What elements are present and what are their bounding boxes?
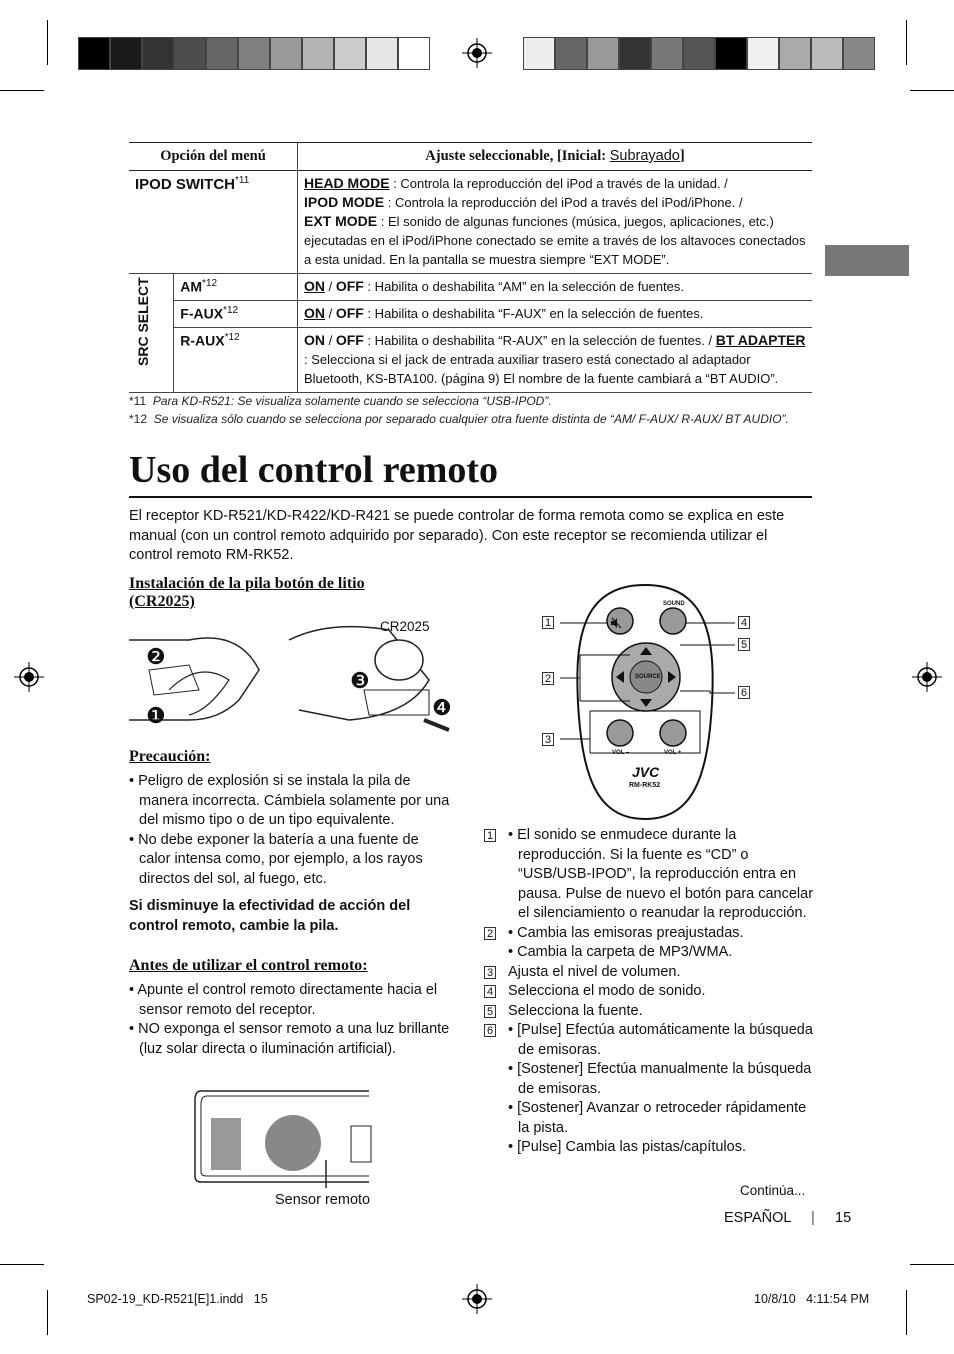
callout-2: 2: [542, 672, 554, 685]
registration-mark-icon: [462, 1284, 492, 1314]
src-select-label: SRC SELECT: [135, 277, 151, 366]
step-4-icon: ❹: [432, 695, 452, 720]
list-item: 5 Selecciona la fuente.: [484, 1002, 814, 1022]
color-swatch: [334, 37, 366, 70]
list-item: 4 Selecciona el modo de sonido.: [484, 982, 814, 1002]
color-swatch: [78, 37, 110, 70]
remote-model-label: RM-RK52: [629, 782, 661, 789]
color-swatch: [683, 37, 715, 70]
list-item: • No debe exponer la batería a una fuente de calor intensa como, por ejemplo, a los rayos directos del sol, al fuego, etc.: [129, 831, 423, 887]
precaution-list: [129, 772, 454, 889]
crop-mark: [0, 90, 44, 91]
footnote-11: *11 Para KD-R521: Se visualiza solamente cuando se selecciona “USB-IPOD”.: [129, 394, 552, 408]
color-swatch: [811, 37, 843, 70]
slug-filename: SP02-19_KD-R521[E]1.indd 15: [87, 1292, 268, 1306]
registration-mark-icon: [14, 662, 44, 692]
receiver-sensor-illustration: [193, 1088, 373, 1188]
continued-label: Continúa...: [740, 1183, 806, 1198]
color-swatch: [587, 37, 619, 70]
color-swatch: [555, 37, 587, 70]
color-swatch: [651, 37, 683, 70]
color-swatch: [174, 37, 206, 70]
menu-settings-table: [129, 142, 812, 393]
table-row-ipod-switch: IPOD SWITCH$^{*11}$ HEAD MODE : Controla la reproducción del iPod a través de la unidad. / IPOD MODE : Controla la reproducción del iPod a través del iPod/iPhone. / EXT MODE : El sonido de algunas funciones (música, juegos, aplicaciones, etc.) ejecutadas en el iPod/iPhone conectado se emite a través de los altavoces conectados a esta unidad. En la pantalla se muestra siempre “EXT MODE”.: [129, 171, 812, 274]
color-swatch: [715, 37, 747, 70]
footnote-12: *12 Se visualiza sólo cuando se selecciona por separado cualquier otra fuente distinta de “AM/ F-AUX/ R-AUX/ BT AUDIO”.: [129, 412, 789, 426]
crop-mark: [910, 90, 954, 91]
crop-mark: [47, 1290, 48, 1335]
color-swatch: [747, 37, 779, 70]
list-item: 1 • El sonido se enmudece durante la reproducción. Si la fuente es “CD” o “USB/USB-IPOD”, la reproducción entra en pausa. Pulse de nuevo el botón para cancelar el silenciamiento o reanudar la reproducción.: [484, 826, 814, 924]
sensor-label: Sensor remoto: [275, 1192, 371, 1208]
color-swatch: [110, 37, 142, 70]
table-row-f-aux: F-AUX$^{*12}$ ON / OFF : Habilita o deshabilita “F-AUX” en la selección de fuentes.: [129, 301, 812, 328]
color-swatch: [366, 37, 398, 70]
color-swatch: [523, 37, 555, 70]
callout-4: 4: [738, 616, 750, 629]
step-2-icon: ❷: [146, 644, 166, 669]
step-1-icon: ❶: [146, 703, 166, 728]
intro-paragraph: El receptor KD-R521/KD-R422/KD-R421 se puede controlar de forma remota como se explica en este manual (con un control remoto adquirido por separado). Con este receptor se recomienda utilizar el control remoto RM-RK52.: [129, 508, 785, 563]
battery-install-illustration: [129, 620, 459, 740]
before-use-list: [129, 981, 454, 1059]
list-item: • Apunte el control remoto directamente hacia el sensor remoto del receptor.: [129, 982, 438, 1018]
list-item: 3 Ajusta el nivel de volumen.: [484, 963, 814, 983]
color-swatch: [238, 37, 270, 70]
color-swatch: [270, 37, 302, 70]
before-use-heading: Antes de utilizar el control remoto:: [129, 957, 368, 974]
page-number: 15: [835, 1210, 852, 1226]
table-row-am: SRC SELECT AM$^{*12}$ ON / OFF : Habilita o deshabilita “AM” en la selección de fuentes.: [129, 274, 812, 301]
callout-5: 5: [738, 638, 750, 651]
battery-type-label: CR2025: [380, 619, 430, 634]
callout-1: 1: [542, 616, 554, 629]
color-swatch: [843, 37, 875, 70]
table-header-setting: Ajuste seleccionable, [Inicial: Subrayado]: [298, 143, 813, 171]
step-3-icon: ❸: [350, 668, 370, 693]
source-button-label: SOURCE: [635, 674, 661, 680]
color-swatch: [779, 37, 811, 70]
color-swatch: [302, 37, 334, 70]
jvc-logo: JVC: [632, 764, 660, 780]
battery-heading: Instalación de la pila botón de litio (CR2025): [129, 575, 365, 610]
color-swatch: [398, 37, 430, 70]
sound-button-label: SOUND: [663, 601, 685, 607]
list-item: • Peligro de explosión si se instala la pila de manera incorrecta. Cámbiela solamente por una del mismo tipo o de un tipo equivalente.: [129, 773, 450, 828]
footer-separator: |: [811, 1210, 815, 1226]
crop-mark: [47, 20, 48, 65]
slug-timestamp: 10/8/10 4:11:54 PM: [754, 1292, 870, 1306]
callout-6: 6: [738, 686, 750, 699]
callout-3: 3: [542, 733, 554, 746]
crop-mark: [0, 1264, 44, 1265]
list-item: 2 • Cambia las emisoras preajustadas. • Cambia la carpeta de MP3/WMA.: [484, 924, 814, 963]
registration-mark-icon: [912, 662, 942, 692]
crop-mark: [906, 1290, 907, 1335]
list-item: 6 • [Pulse] Efectúa automáticamente la búsqueda de emisoras. • [Sostener] Efectúa manualmente la búsqueda de emisoras. • [Sostener] Avanzar o retroceder rápidamente la pista. • [Pulse] Cambia las pistas/capítulos.: [484, 1021, 814, 1158]
table-row-r-aux: R-AUX$^{*12}$ ON / OFF : Habilita o deshabilita “R-AUX” en la selección de fuentes. / BT ADAPTER : Selecciona si el jack de entrada auxiliar trasero está conectado al adaptador Bluetooth, KS-BTA100. (página 9) El nombre de la fuente cambiará a “BT AUDIO”.: [129, 328, 812, 393]
battery-note: Si disminuye la efectividad de acción del control remoto, cambie la pila.: [129, 898, 411, 934]
table-header-option: Opción del menú: [129, 143, 298, 171]
crop-mark: [906, 20, 907, 65]
mute-icon: [610, 617, 622, 629]
vol-minus-label: VOL –: [612, 750, 630, 756]
vol-plus-label: VOL +: [664, 750, 682, 756]
list-item: • NO exponga el sensor remoto a una luz brillante (luz solar directa o iluminación artificial).: [129, 1021, 450, 1057]
color-swatch: [142, 37, 174, 70]
remote-functions-list: [484, 826, 814, 1158]
language-tab-marker: [825, 245, 909, 276]
registration-mark-icon: [462, 38, 492, 68]
color-swatch: [619, 37, 651, 70]
language-label: ESPAÑOL: [724, 1210, 792, 1226]
color-swatch: [206, 37, 238, 70]
crop-mark: [910, 1264, 954, 1265]
precaution-heading: Precaución:: [129, 748, 211, 765]
section-title: Uso del control remoto: [129, 448, 812, 498]
